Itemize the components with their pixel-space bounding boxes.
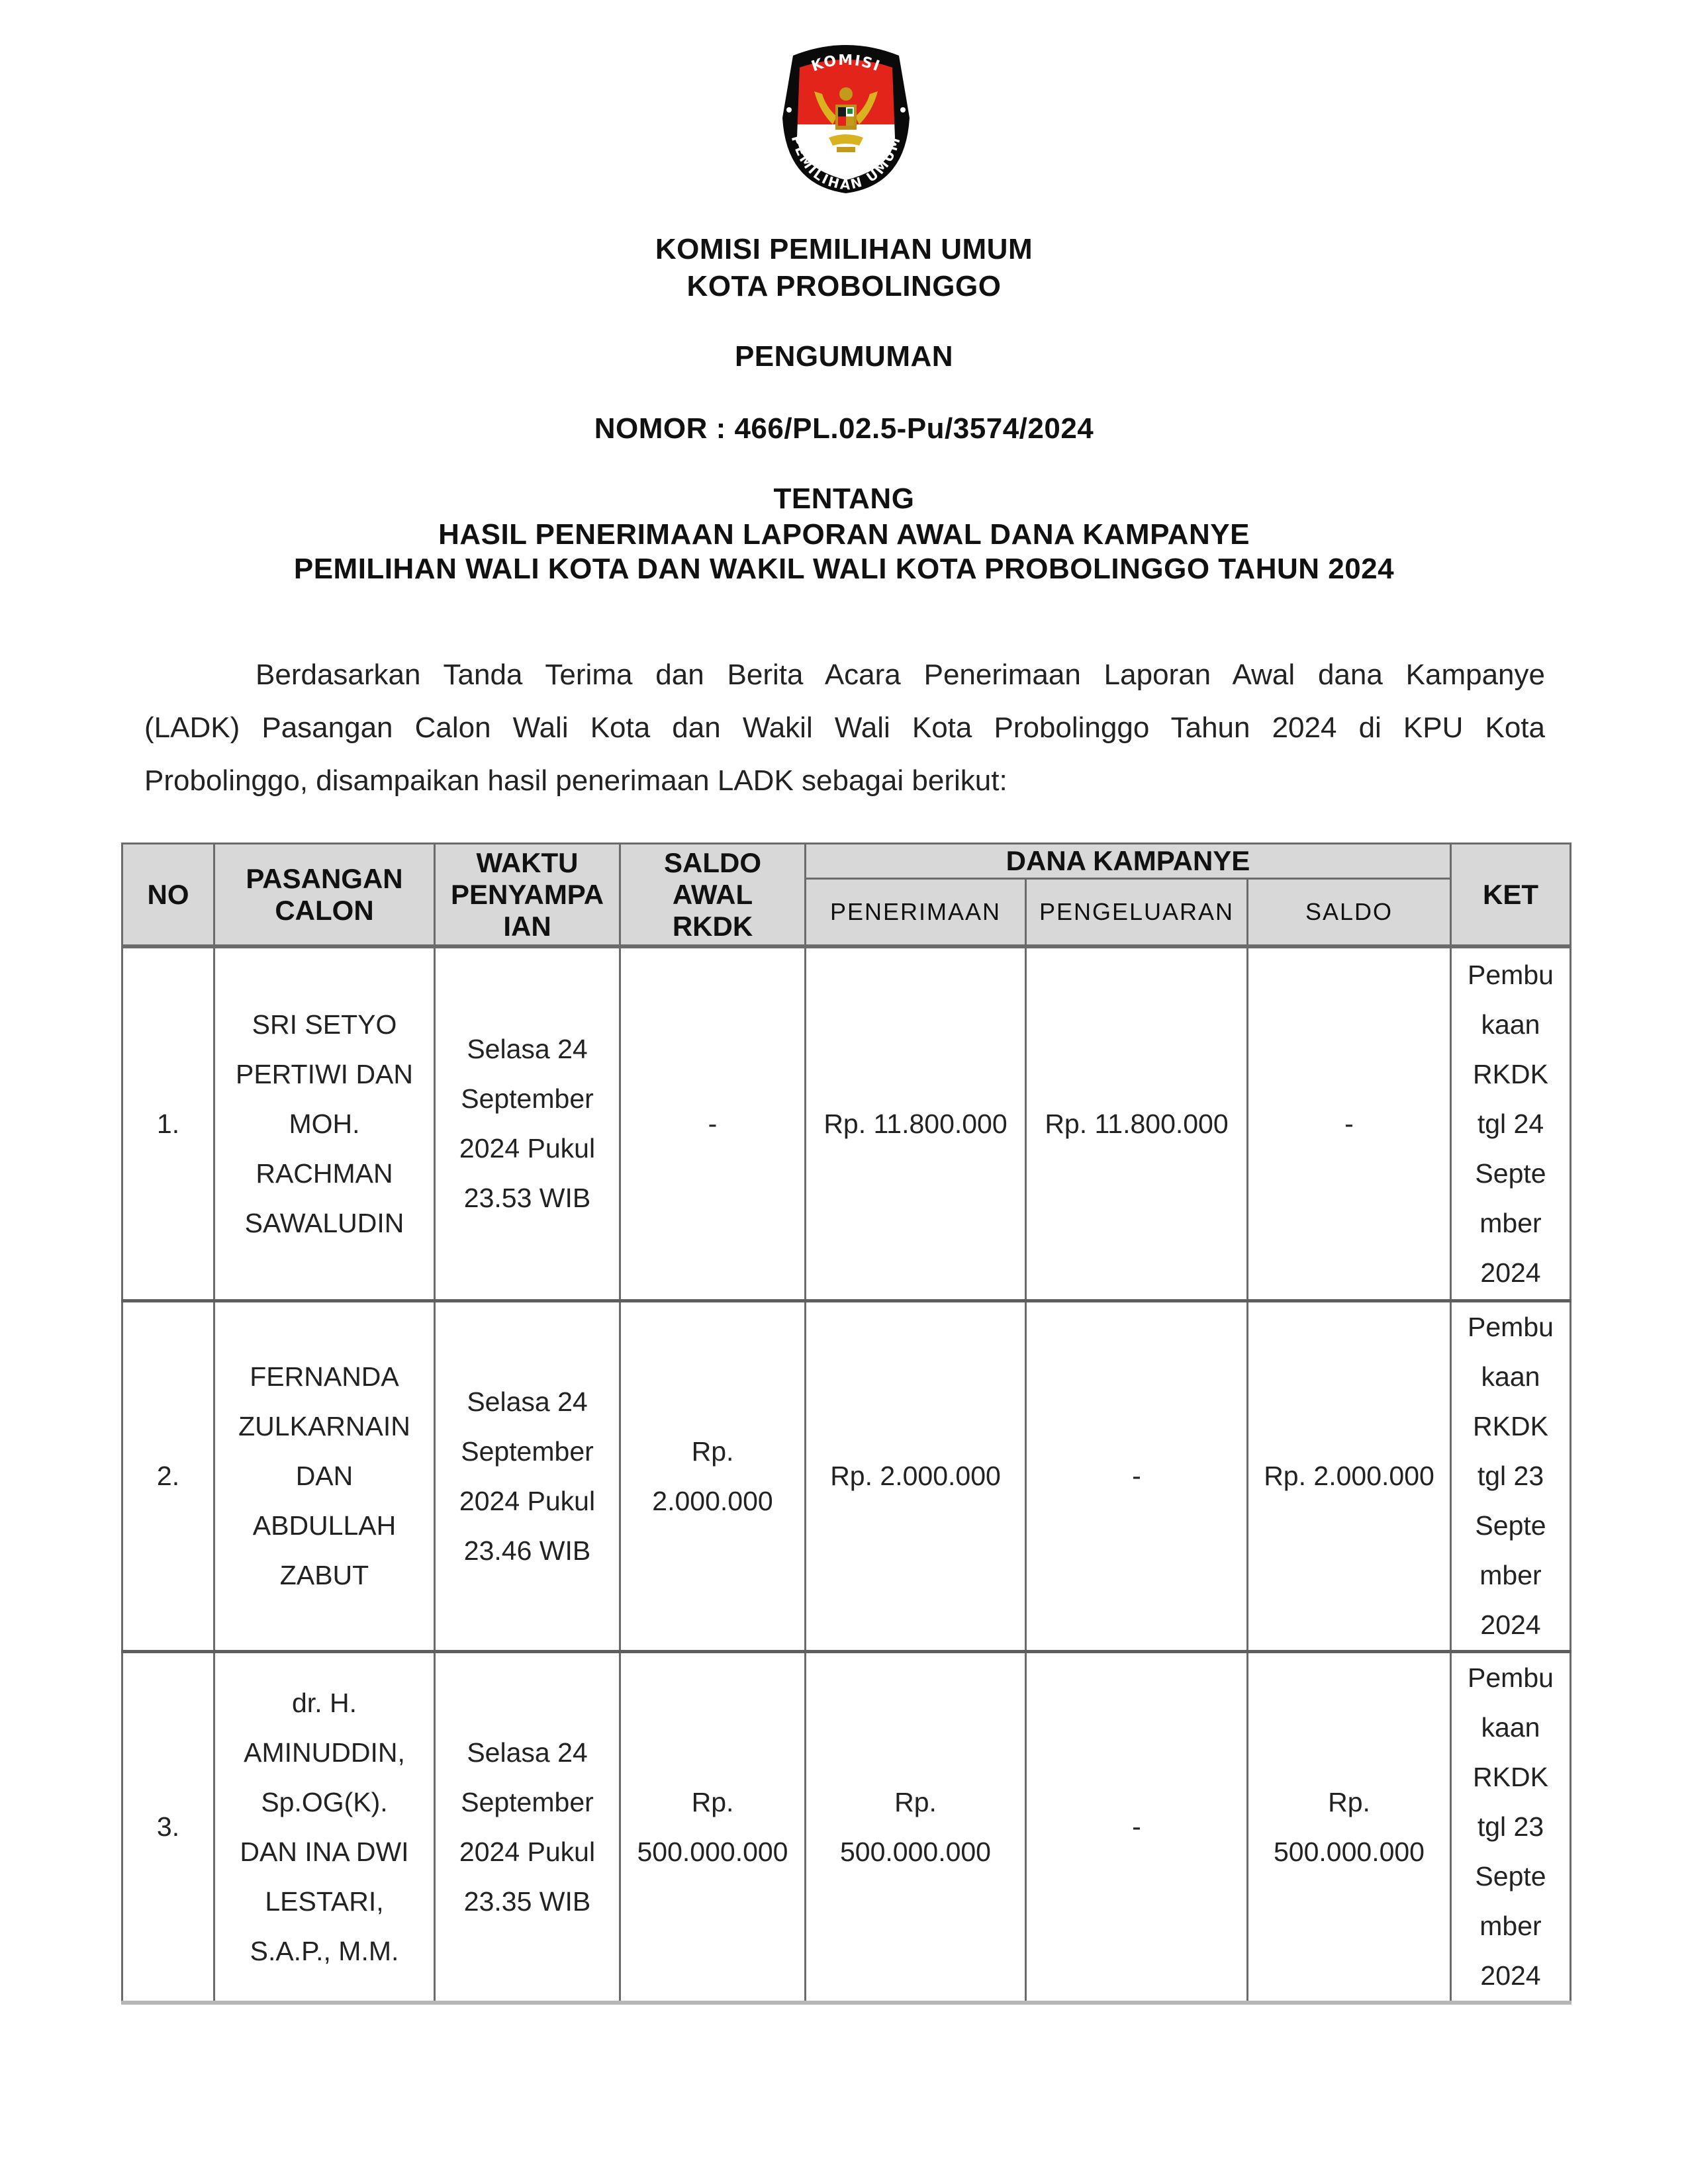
cell-ket xyxy=(1451,1301,1571,1652)
cell-text-line: 500.000.000 xyxy=(1273,1836,1425,1867)
cell-text-line: dr. H. xyxy=(292,1687,357,1718)
cell-text-line: Selasa 24 xyxy=(467,1737,588,1768)
cell-text-line: Rp. xyxy=(894,1786,937,1817)
cell-text xyxy=(1248,1451,1450,1501)
cell-text-line: Pembu xyxy=(1468,1662,1554,1693)
about-label: TENTANG xyxy=(773,482,915,515)
cell-text-line: Rp. xyxy=(1328,1786,1370,1817)
cell-penerimaan xyxy=(806,1652,1026,2003)
cell-pengeluaran xyxy=(1026,1652,1248,2003)
cell-text-line: Rp. 11.800.000 xyxy=(823,1108,1008,1139)
header-pasangan-calon-text xyxy=(215,863,434,927)
cell-text-line: ZULKARNAIN xyxy=(238,1411,410,1441)
cell-saldo-awal xyxy=(620,946,806,1301)
header-waktu-text xyxy=(436,847,619,942)
cell-text-line: Rp. 11.800.000 xyxy=(1045,1108,1229,1139)
intro-line: Berdasarkan Tanda Terima dan Berita Acara Penerimaan Laporan Awal dana Kampanye xyxy=(256,659,1545,691)
cell-text-line: RKDK xyxy=(1473,1058,1548,1089)
cell-text-line: RACHMAN xyxy=(256,1158,393,1189)
cell-text-line: September xyxy=(461,1435,594,1467)
cell-no: 2. xyxy=(122,1301,214,1652)
cell-text-line: - xyxy=(1344,1108,1354,1139)
cell-text-line: Rp. xyxy=(691,1786,734,1817)
cell-pengeluaran xyxy=(1026,1301,1248,1652)
cell-saldo xyxy=(1248,1301,1451,1652)
cell-text-line: 23.35 WIB xyxy=(463,1886,591,1917)
cell-text xyxy=(1248,1099,1450,1149)
cell-saldo xyxy=(1248,946,1451,1301)
table-body xyxy=(122,946,1571,2003)
header-saldo-awal-rkdk xyxy=(620,844,806,947)
cell-text-line: - xyxy=(708,1108,718,1139)
logo-dot-right xyxy=(900,107,906,113)
cell-text-line: Selasa 24 xyxy=(467,1386,588,1417)
cell-text-line: RKDK xyxy=(1473,1411,1548,1441)
subject-line-1: HASIL PENERIMAAN LAPORAN AWAL DANA KAMPANYE xyxy=(438,518,1250,551)
cell-text-line: S.A.P., M.M. xyxy=(250,1935,399,1966)
cell-text xyxy=(621,1427,804,1526)
cell-waktu xyxy=(435,1652,620,2003)
cell-text-line: - xyxy=(1132,1811,1141,1842)
header-text-line: CALON xyxy=(275,894,374,926)
cell-text-line: mber xyxy=(1479,1560,1542,1590)
cell-saldo xyxy=(1248,1652,1451,2003)
subject-line-2: PEMILIHAN WALI KOTA DAN WAKIL WALI KOTA PROBOLINGGO TAHUN 2024 xyxy=(293,553,1395,585)
header-text-line: RKDK xyxy=(672,910,753,942)
cell-text-line: MOH. xyxy=(289,1108,360,1139)
cell-text xyxy=(1027,1802,1246,1852)
logo-bottom-text: PEMILIHAN UMUM xyxy=(788,133,904,193)
cell-text-line: 2024 xyxy=(1480,1610,1541,1640)
cell-penerimaan xyxy=(806,946,1026,1301)
cell-text-line: Selasa 24 xyxy=(467,1034,588,1064)
header-text-line: AWAL xyxy=(672,878,753,910)
cell-text xyxy=(436,1728,619,1927)
cell-text xyxy=(1452,1653,1570,2001)
cell-text-line: kaan xyxy=(1481,1712,1540,1743)
cell-text-line: Pembu xyxy=(1468,959,1554,990)
cell-text-line: Sp.OG(K). xyxy=(261,1786,388,1817)
cell-text-line: mber xyxy=(1479,1911,1542,1941)
cell-text xyxy=(1452,1302,1570,1650)
table-row xyxy=(122,946,1571,1301)
ladk-results-table xyxy=(121,842,1571,2005)
header-dana-kampanye: DANA KAMPANYE xyxy=(806,844,1451,879)
cell-text-line: 2024 Pukul xyxy=(459,1836,596,1867)
table-row xyxy=(122,1652,1571,2003)
cell-no: 3. xyxy=(122,1652,214,2003)
cell-text-line: Pembu xyxy=(1468,1312,1554,1342)
header-waktu-penyampaian xyxy=(435,844,620,947)
cell-saldo-awal xyxy=(620,1301,806,1652)
cell-text-line: DAN INA DWI xyxy=(240,1836,409,1867)
cell-text-line: tgl 23 xyxy=(1477,1461,1544,1491)
cell-text xyxy=(215,1678,434,1976)
cell-text xyxy=(806,1099,1025,1149)
cell-text-line: tgl 23 xyxy=(1477,1811,1544,1842)
cell-text-line: 500.000.000 xyxy=(637,1836,788,1867)
cell-text-line: RKDK xyxy=(1473,1762,1548,1792)
header-text-line: PASANGAN xyxy=(246,862,403,894)
cell-text-line: Septe xyxy=(1475,1861,1546,1891)
cell-text xyxy=(806,1451,1025,1501)
cell-no: 1. xyxy=(122,946,214,1301)
cell-text-line: 2024 xyxy=(1480,1257,1541,1288)
cell-text-line: tgl 24 xyxy=(1477,1108,1544,1139)
cell-text xyxy=(1027,1099,1246,1149)
intro-paragraph xyxy=(144,649,1545,807)
cell-text xyxy=(621,1099,804,1149)
cell-pengeluaran xyxy=(1026,946,1248,1301)
document-number: NOMOR : 466/PL.02.5-Pu/3574/2024 xyxy=(594,412,1094,445)
logo-top-text: KOMISI xyxy=(809,52,883,75)
cell-saldo-awal xyxy=(620,1652,806,2003)
table-row xyxy=(122,1301,1571,1652)
cell-pasangan-calon xyxy=(214,1301,435,1652)
cell-text xyxy=(621,1778,804,1877)
cell-text-line: PERTIWI DAN xyxy=(235,1058,414,1089)
cell-text-line: mber xyxy=(1479,1207,1542,1238)
cell-text xyxy=(806,1778,1025,1877)
cell-text-line: FERNANDA xyxy=(250,1361,399,1392)
cell-text-line: SRI SETYO xyxy=(252,1009,397,1040)
header-text-line: WAKTU xyxy=(476,846,579,878)
institution-name: KOMISI PEMILIHAN UMUM xyxy=(655,233,1033,265)
cell-text xyxy=(436,1024,619,1223)
cell-ket xyxy=(1451,1652,1571,2003)
cell-pasangan-calon xyxy=(214,1652,435,2003)
cell-waktu xyxy=(435,946,620,1301)
cell-text-line: 2024 Pukul xyxy=(459,1485,596,1516)
header-penerimaan: PENERIMAAN xyxy=(806,879,1026,947)
cell-text-line: September xyxy=(461,1083,594,1114)
institution-city: KOTA PROBOLINGGO xyxy=(686,270,1002,302)
header-pasangan-calon xyxy=(214,844,435,947)
cell-text-line: September xyxy=(461,1786,594,1817)
header-saldo-awal-text xyxy=(621,847,804,942)
cell-penerimaan xyxy=(806,1301,1026,1652)
cell-text-line: Septe xyxy=(1475,1158,1546,1189)
header-no: NO xyxy=(122,844,214,947)
logo-dot-left xyxy=(786,107,792,113)
header-text-line: PENYAMPA xyxy=(450,878,604,910)
cell-text xyxy=(436,1377,619,1576)
header-text-line: SALDO xyxy=(664,846,761,878)
cell-text-line: AMINUDDIN, xyxy=(244,1737,405,1768)
cell-pasangan-calon xyxy=(214,946,435,1301)
cell-text-line: - xyxy=(1132,1461,1141,1491)
header-saldo: SALDO xyxy=(1248,879,1451,947)
cell-text-line: 2024 Pukul xyxy=(459,1133,596,1163)
cell-text-line: 500.000.000 xyxy=(839,1836,991,1867)
cell-text xyxy=(1027,1451,1246,1501)
cell-text-line: SAWALUDIN xyxy=(244,1207,404,1238)
cell-text-line: ABDULLAH xyxy=(252,1510,397,1541)
intro-line: (LADK) Pasangan Calon Wali Kota dan Wakil Wali Kota Probolinggo Tahun 2024 di KPU Kota xyxy=(144,711,1545,744)
cell-waktu xyxy=(435,1301,620,1652)
header-ket: KET xyxy=(1451,844,1571,947)
cell-text-line: Septe xyxy=(1475,1510,1546,1541)
cell-text-line: ZABUT xyxy=(279,1560,369,1590)
cell-text xyxy=(215,1000,434,1248)
cell-text-line: DAN xyxy=(295,1461,353,1491)
cell-text-line: LESTARI, xyxy=(265,1886,384,1917)
cell-text-line: 2.000.000 xyxy=(652,1485,773,1516)
cell-text-line: 2024 xyxy=(1480,1960,1541,1991)
cell-text-line: Rp. 2.000.000 xyxy=(1264,1461,1434,1491)
cell-text-line: Rp. 2.000.000 xyxy=(830,1461,1001,1491)
cell-text xyxy=(215,1352,434,1600)
cell-text xyxy=(1452,950,1570,1298)
cell-text-line: Rp. xyxy=(691,1435,734,1467)
cell-text-line: kaan xyxy=(1481,1009,1540,1040)
cell-ket xyxy=(1451,946,1571,1301)
kpu-logo xyxy=(773,38,919,195)
cell-text-line: 23.53 WIB xyxy=(463,1183,591,1213)
document-type: PENGUMUMAN xyxy=(734,340,954,373)
cell-text-line: kaan xyxy=(1481,1361,1540,1392)
header-text-line: IAN xyxy=(503,910,551,942)
intro-line: Probolinggo, disampaikan hasil penerimaan LADK sebagai berikut: xyxy=(144,764,1008,797)
cell-text xyxy=(1248,1778,1450,1877)
header-pengeluaran: PENGELUARAN xyxy=(1026,879,1248,947)
cell-text-line: 23.46 WIB xyxy=(463,1535,591,1566)
